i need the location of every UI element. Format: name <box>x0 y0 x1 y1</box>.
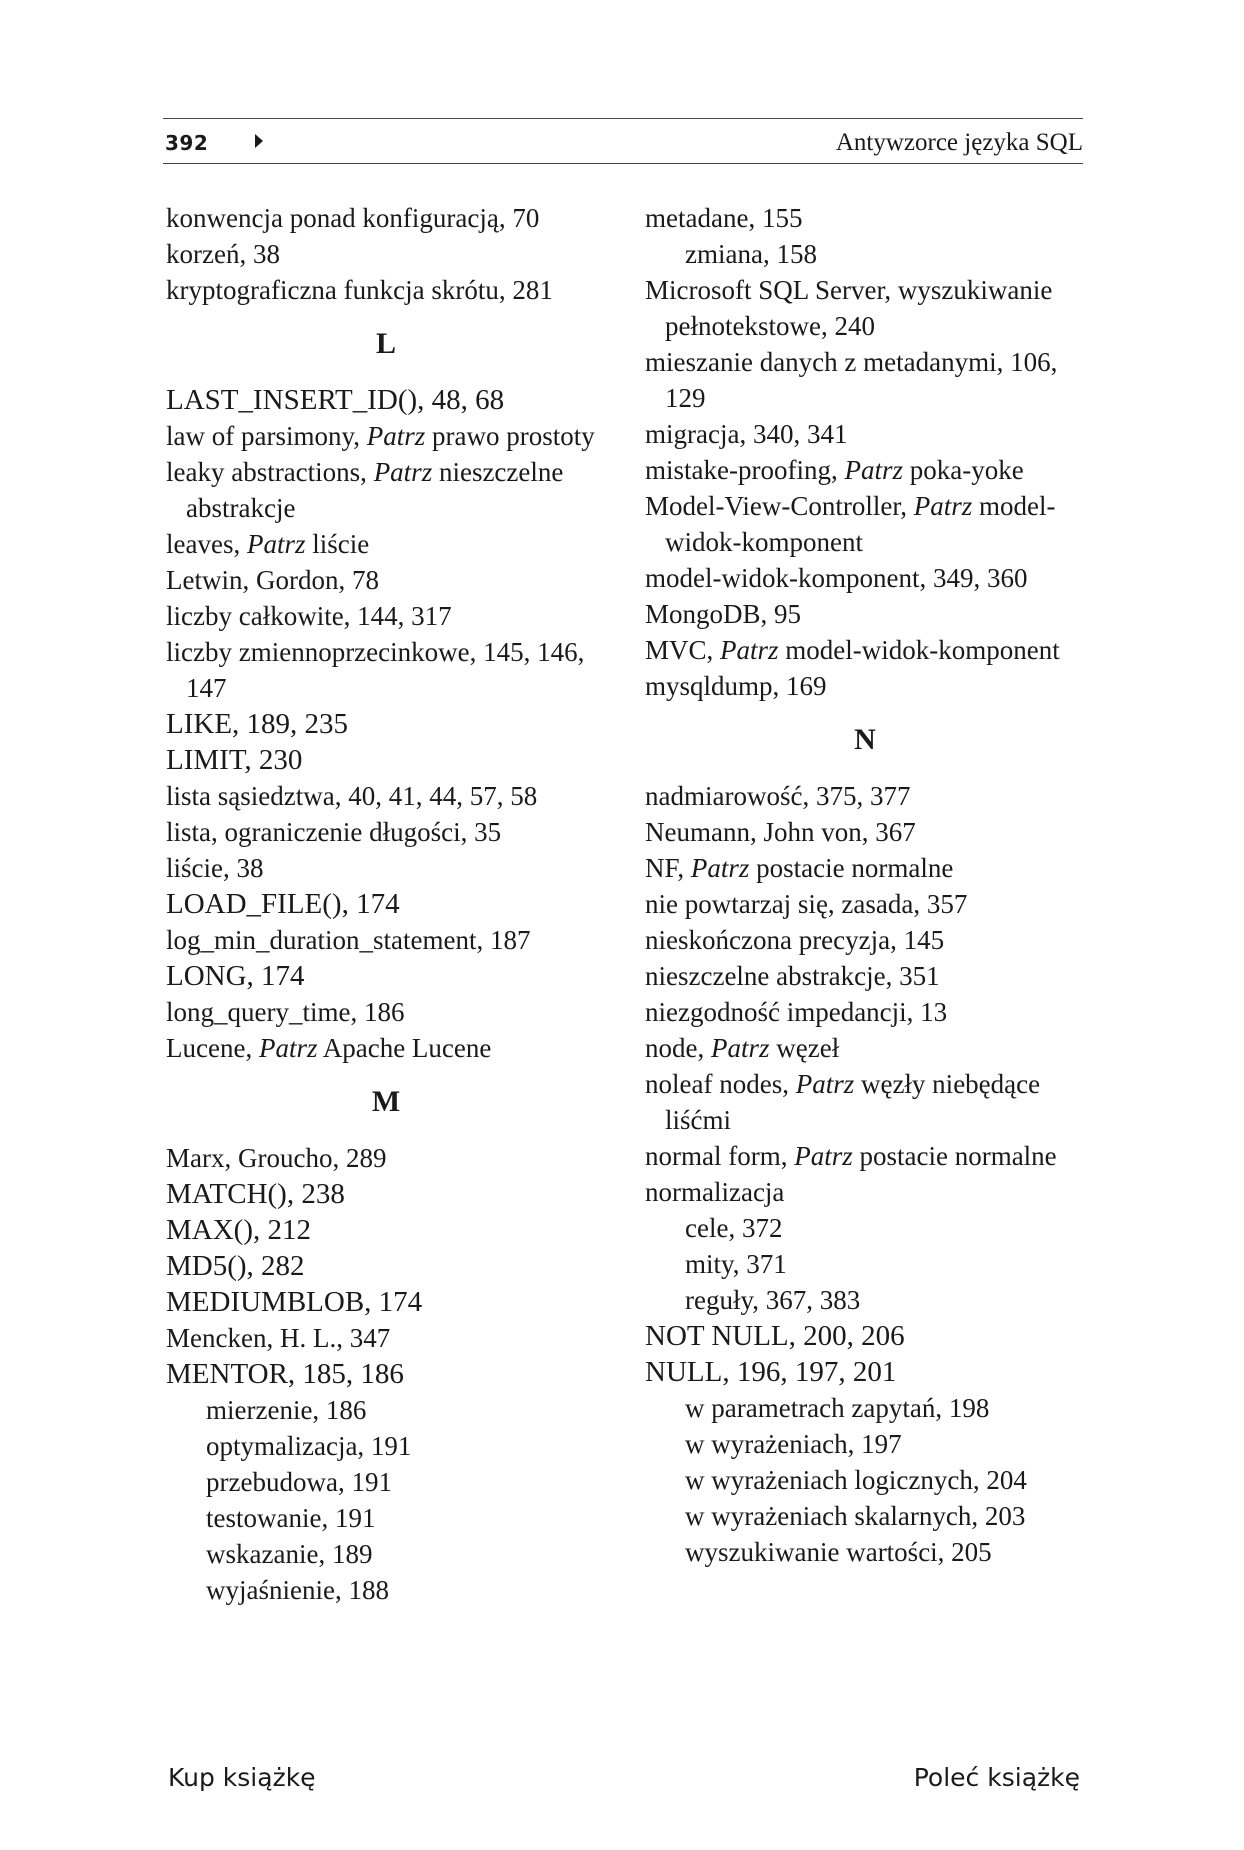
index-entry: MATCH(), 238 <box>166 1178 345 1210</box>
index-entry: MongoDB, 95 <box>645 599 802 629</box>
see-target: postacie normalne <box>852 1141 1057 1171</box>
see-reference: Patrz <box>913 491 973 521</box>
index-subentry: w wyrażeniach logicznych, 204 <box>685 1465 1027 1495</box>
see-reference: Patrz <box>720 635 779 665</box>
buy-book-link[interactable]: Kup książkę <box>168 1763 316 1792</box>
index-subentry: mity, 371 <box>685 1249 787 1279</box>
index-entry: LIKE, 189, 235 <box>166 708 349 740</box>
index-entry: Neumann, John von, 367 <box>645 817 916 847</box>
index-entry <box>166 526 606 562</box>
see-reference: Patrz <box>246 529 306 559</box>
see-target: poka-yoke <box>902 455 1024 485</box>
index-entry: model-widok-komponent, 349, 360 <box>645 563 1028 593</box>
index-entry: niezgodność impedancji, 13 <box>645 997 948 1027</box>
index-entry: korzeń, 38 <box>166 239 280 269</box>
index-subentry: zmiana, 158 <box>685 239 817 269</box>
entry-term: mistake-proofing, <box>645 455 845 485</box>
see-target: nieszczelne abstrakcje <box>186 457 564 523</box>
index-entry: lista, ograniczenie długości, 35 <box>166 817 502 847</box>
index-entry: nieskończona precyzja, 145 <box>645 925 945 955</box>
index-subentry: w wyrażeniach, 197 <box>685 1429 902 1459</box>
index-entry: nadmiarowość, 375, 377 <box>645 781 911 811</box>
index-entry: LAST_INSERT_ID(), 48, 68 <box>166 384 505 416</box>
index-subentry: przebudowa, 191 <box>206 1467 392 1497</box>
see-reference: Patrz <box>795 1069 855 1099</box>
index-entry <box>645 632 1085 668</box>
index-entry: liczby całkowite, 144, 317 <box>166 601 452 631</box>
see-reference: Patrz <box>366 421 426 451</box>
see-target: węzeł <box>769 1033 840 1063</box>
see-target: prawo prostoty <box>425 421 595 451</box>
see-target: postacie normalne <box>749 853 954 883</box>
index-entry: kryptograficzna funkcja skrótu, 281 <box>166 275 553 305</box>
recommend-book-link[interactable]: Poleć książkę <box>913 1763 1080 1792</box>
index-entry: mysqldump, 169 <box>645 671 827 701</box>
index-subentry: reguły, 367, 383 <box>685 1285 861 1315</box>
index-entry: metadane, 155 <box>645 203 803 233</box>
index-subentry: wyszukiwanie wartości, 205 <box>685 1537 992 1567</box>
page-header <box>163 118 1083 164</box>
index-entry: long_query_time, 186 <box>166 997 405 1027</box>
see-target: Apache Lucene <box>317 1033 492 1063</box>
entry-term: NF, <box>645 853 691 883</box>
see-reference: Patrz <box>373 457 433 487</box>
index-subentry: w wyrażeniach skalarnych, 203 <box>685 1501 1026 1531</box>
see-reference: Patrz <box>258 1033 318 1063</box>
index-entry: liście, 38 <box>166 853 264 883</box>
see-reference: Patrz <box>710 1033 770 1063</box>
index-entry: MAX(), 212 <box>166 1214 311 1246</box>
letter-heading: M <box>371 1085 401 1118</box>
index-entry <box>645 488 1085 560</box>
index-entry <box>166 1030 606 1066</box>
index-entry: log_min_duration_statement, 187 <box>166 925 531 955</box>
index-entry: MENTOR, 185, 186 <box>166 1358 404 1390</box>
index-entry <box>645 1066 1085 1138</box>
entry-term: normal form, <box>645 1141 795 1171</box>
index-column-right <box>645 200 1085 1570</box>
index-entry: nie powtarzaj się, zasada, 357 <box>645 889 968 919</box>
index-entry: liczby zmiennoprzecinkowe, 145, 146, 147 <box>166 637 585 703</box>
index-entry: Letwin, Gordon, 78 <box>166 565 379 595</box>
entry-term: node, <box>645 1033 711 1063</box>
index-subentry: wskazanie, 189 <box>206 1539 373 1569</box>
entry-term: noleaf nodes, <box>645 1069 796 1099</box>
index-subentry: w parametrach zapytań, 198 <box>685 1393 990 1423</box>
index-entry: Marx, Groucho, 289 <box>166 1143 387 1173</box>
index-entry: konwencja ponad konfiguracją, 70 <box>166 203 540 233</box>
index-subentry: cele, 372 <box>685 1213 783 1243</box>
running-title: Antywzorce języka SQL <box>835 129 1083 156</box>
index-entry: Microsoft SQL Server, wyszukiwanie pełnotekstowe, 240 <box>645 275 1053 341</box>
entry-term: leaky abstractions, <box>166 457 374 487</box>
see-target: model-widok-komponent <box>665 491 1056 557</box>
index-subentry: wyjaśnienie, 188 <box>206 1575 389 1605</box>
see-target: węzły niebędące liśćmi <box>665 1069 1041 1135</box>
index-entry: migracja, 340, 341 <box>645 419 848 449</box>
index-entry <box>645 1138 1085 1174</box>
entry-term: Model-View-Controller, <box>645 491 914 521</box>
index-subentry: testowanie, 191 <box>206 1503 376 1533</box>
index-entry <box>645 850 1085 886</box>
entry-term: leaves, <box>166 529 247 559</box>
entry-term: law of parsimony, <box>166 421 367 451</box>
entry-term: MVC, <box>645 635 721 665</box>
index-entry: NOT NULL, 200, 206 <box>645 1320 905 1352</box>
index-entry: nieszczelne abstrakcje, 351 <box>645 961 940 991</box>
index-entry <box>645 1030 1085 1066</box>
entry-term: Lucene, <box>166 1033 259 1063</box>
index-entry: mieszanie danych z metadanymi, 106, 129 <box>645 347 1058 413</box>
letter-heading: N <box>854 723 876 756</box>
see-reference: Patrz <box>794 1141 853 1171</box>
index-entry <box>166 418 606 454</box>
index-entry: LOAD_FILE(), 174 <box>166 888 400 920</box>
index-subentry: mierzenie, 186 <box>206 1395 367 1425</box>
index-entry: LIMIT, 230 <box>166 744 303 776</box>
arrow-right-icon <box>255 134 263 148</box>
index-entry: lista sąsiedztwa, 40, 41, 44, 57, 58 <box>166 781 538 811</box>
see-target: liście <box>305 529 370 559</box>
index-subentry: optymalizacja, 191 <box>206 1431 412 1461</box>
page-number: 392 <box>165 131 209 155</box>
index-entry: LONG, 174 <box>166 960 305 992</box>
see-target: model-widok-komponent <box>778 635 1060 665</box>
see-reference: Patrz <box>844 455 903 485</box>
index-entry: MD5(), 282 <box>166 1250 305 1282</box>
letter-heading: L <box>375 327 396 360</box>
index-entry: MEDIUMBLOB, 174 <box>166 1286 423 1318</box>
index-entry: NULL, 196, 197, 201 <box>645 1356 897 1388</box>
index-entry <box>645 452 1085 488</box>
see-reference: Patrz <box>690 853 750 883</box>
index-column-left <box>166 200 606 1608</box>
index-entry: Mencken, H. L., 347 <box>166 1323 391 1353</box>
index-entry: normalizacja <box>645 1177 785 1207</box>
index-entry <box>166 454 606 526</box>
